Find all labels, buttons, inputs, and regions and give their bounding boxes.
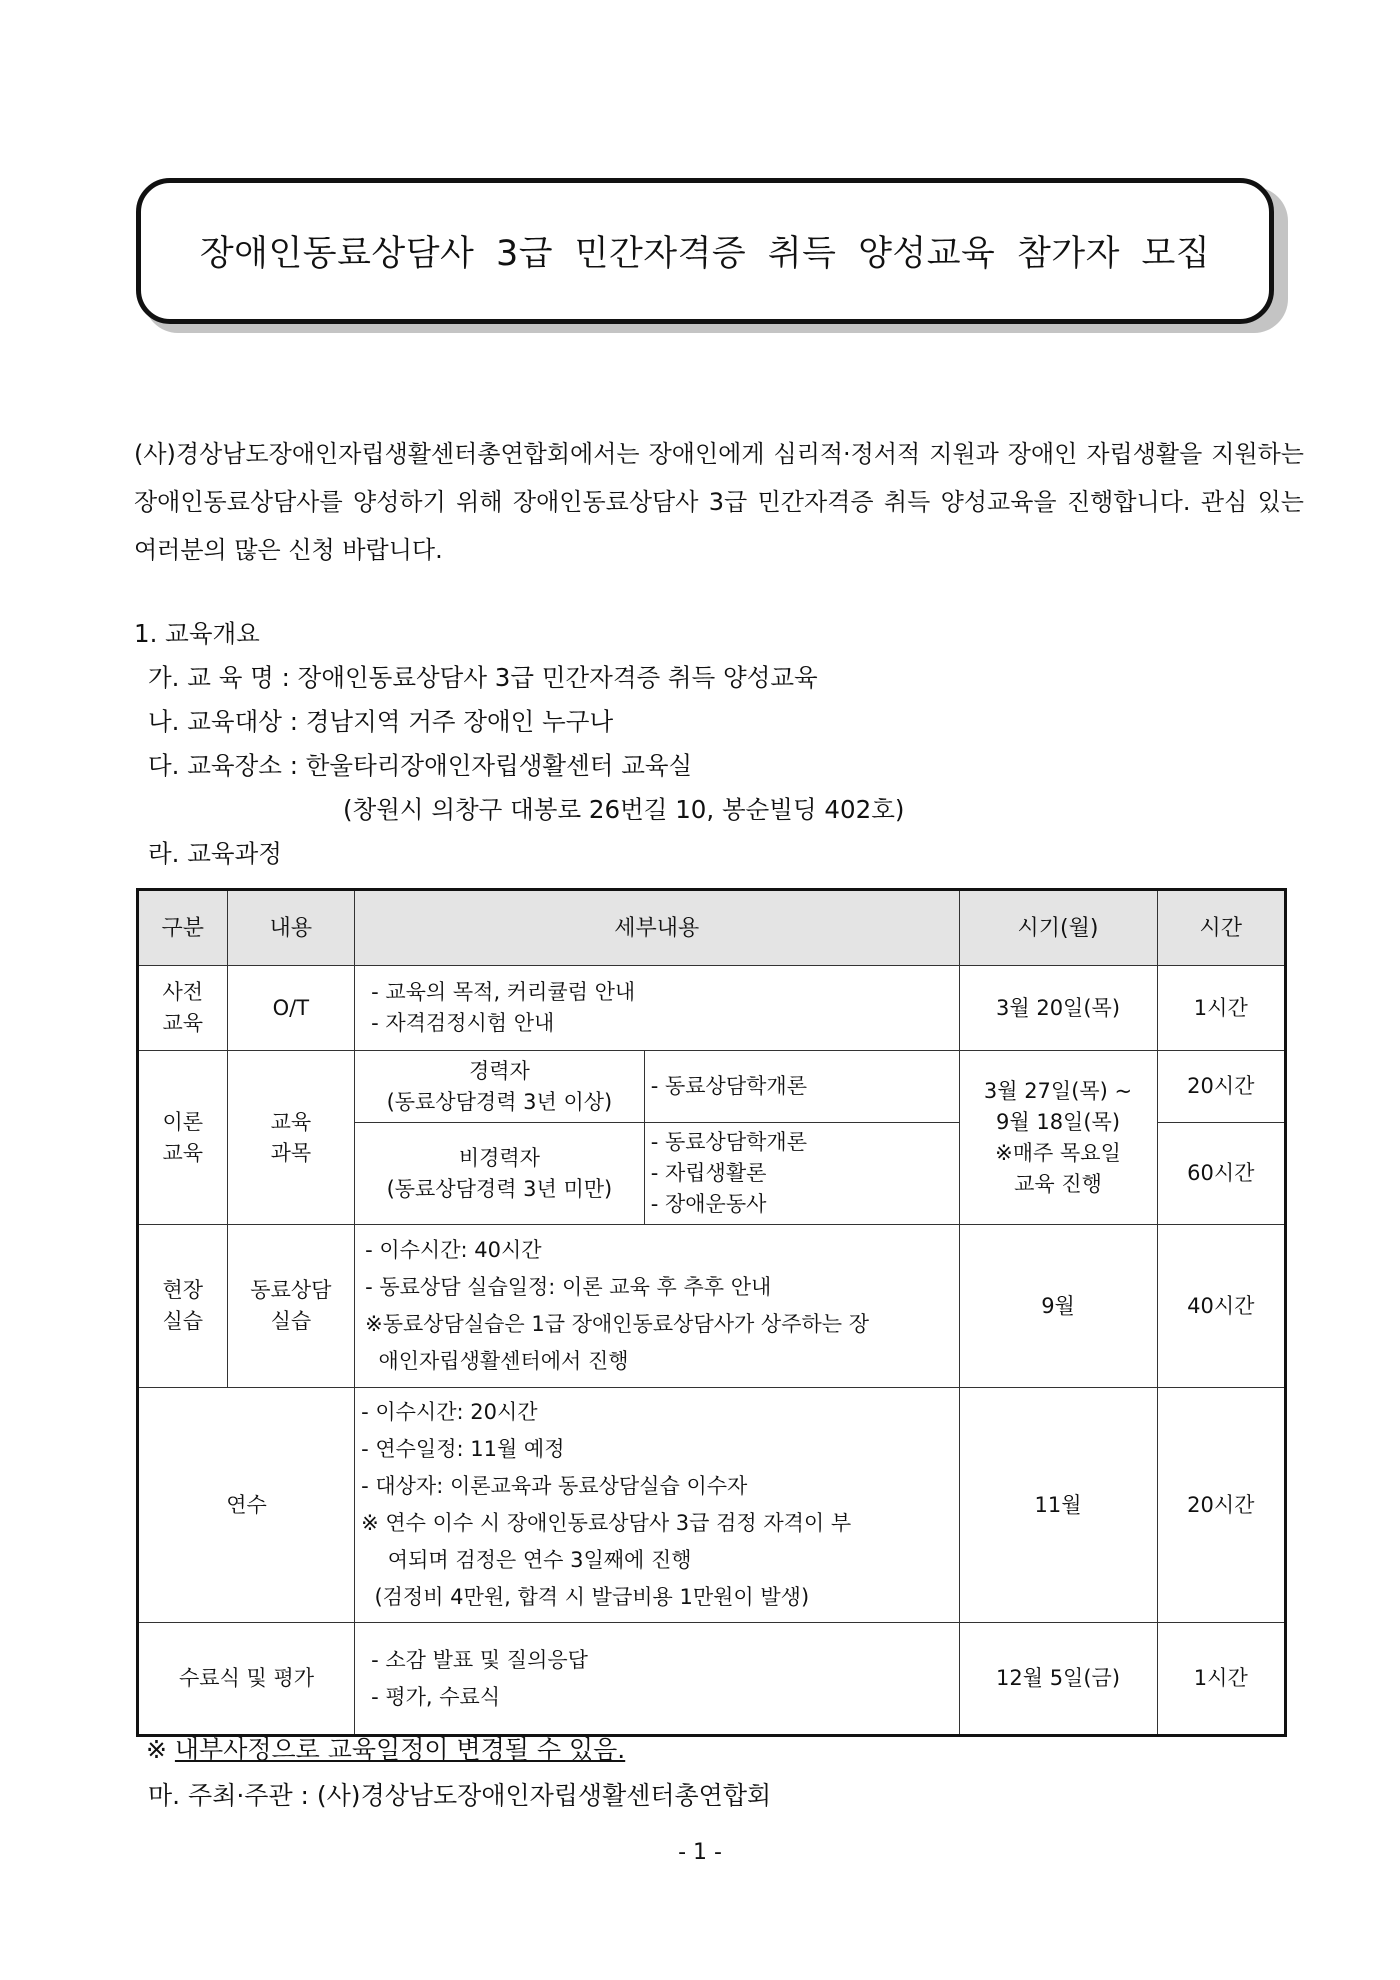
table-row-training <box>138 1388 1286 1623</box>
note-mark: ※ <box>146 1735 167 1764</box>
intro-paragraph: (사)경상남도장애인자립생활센터총연합회에서는 장애인에게 심리적·정서적 지원과 장애인 자립생활을 지원하는 장애인동료상담사를 양성하기 위해 장애인동료상담사 3급 민간자격증 취득 양성교육을 진행합니다. 관심 있는 여러분의 많은 신청 바랍니다. <box>134 440 1304 564</box>
section-heading: 1. 교육개요 <box>134 619 260 648</box>
overview-item-target: 나. 교육대상 : 경남지역 거주 장애인 누구나 <box>148 707 614 736</box>
cell-hours: 20시간 <box>1157 1051 1285 1123</box>
cell-category: 사전 교육 <box>138 966 228 1051</box>
header-period: 시기(월) <box>959 890 1157 966</box>
cell-experienced-subjects: - 동료상담학개론 <box>644 1051 959 1123</box>
title-box <box>136 178 1274 324</box>
header-category: 구분 <box>138 890 228 966</box>
cell-content: O/T <box>227 966 354 1051</box>
cell-hours: 1시간 <box>1157 1623 1285 1736</box>
cell-experienced-label: 경력자 (동료상담경력 3년 이상) <box>355 1051 645 1123</box>
cell-hours: 40시간 <box>1157 1225 1285 1388</box>
cell-details: - 소감 발표 및 질의응답 - 평가, 수료식 <box>355 1623 959 1736</box>
table-header-row <box>138 890 1286 966</box>
table-row-theory-experienced <box>138 1051 1286 1123</box>
cell-details: - 교육의 목적, 커리큘럼 안내 - 자격검정시험 안내 <box>355 966 959 1051</box>
page-number: - 1 - <box>678 1840 722 1865</box>
organizer-line: 마. 주최·주관 : (사)경상남도장애인자립생활센터총연합회 <box>148 1781 772 1810</box>
table-row-practice <box>138 1225 1286 1388</box>
cell-period: 11월 <box>959 1388 1157 1623</box>
cell-hours: 20시간 <box>1157 1388 1285 1623</box>
overview-item-name: 가. 교 육 명 : 장애인동료상담사 3급 민간자격증 취득 양성교육 <box>148 663 818 692</box>
cell-category: 연수 <box>138 1388 355 1623</box>
cell-content: 동료상담 실습 <box>227 1225 354 1388</box>
cell-details: - 이수시간: 20시간 - 연수일정: 11월 예정 - 대상자: 이론교육과 동료상담실습 이수자 ※ 연수 이수 시 장애인동료상담사 3급 검정 자격이 부 여되며 검정은 연수 3일째에 진행 (검정비 4만원, 합격 시 발급비용 1만원이 발생) <box>355 1388 959 1623</box>
cell-nonexperienced-subjects: - 동료상담학개론 - 자립생활론 - 장애운동사 <box>644 1123 959 1225</box>
header-hours: 시간 <box>1157 890 1285 966</box>
cell-period: 3월 20일(목) <box>959 966 1157 1051</box>
note-text: 내부사정으로 교육일정이 변경될 수 있음. <box>174 1735 626 1764</box>
cell-nonexperienced-label: 비경력자 (동료상담경력 3년 미만) <box>355 1123 645 1225</box>
overview-item-location: 다. 교육장소 : 한울타리장애인자립생활센터 교육실 <box>148 751 693 780</box>
cell-hours: 1시간 <box>1157 966 1285 1051</box>
cell-category: 수료식 및 평가 <box>138 1623 355 1736</box>
header-content: 내용 <box>227 890 354 966</box>
course-table <box>136 888 1287 1737</box>
cell-period: 3월 27일(목) ~ 9월 18일(목) ※매주 목요일 교육 진행 <box>959 1051 1157 1225</box>
document-title: 장애인동료상담사 3급 민간자격증 취득 양성교육 참가자 모집 <box>199 234 1211 274</box>
cell-period: 12월 5일(금) <box>959 1623 1157 1736</box>
cell-details: - 이수시간: 40시간 - 동료상담 실습일정: 이론 교육 후 추후 안내 ※동료상담실습은 1급 장애인동료상담사가 상주하는 장 애인자립생활센터에서 진행 <box>355 1225 959 1388</box>
table-row-pre <box>138 966 1286 1051</box>
overview-item-course: 라. 교육과정 <box>148 839 282 868</box>
overview-item-address: (창원시 의창구 대봉로 26번길 10, 봉순빌딩 402호) <box>343 795 905 824</box>
cell-period: 9월 <box>959 1225 1157 1388</box>
cell-category: 이론 교육 <box>138 1051 228 1225</box>
table-row-completion <box>138 1623 1286 1736</box>
header-details: 세부내용 <box>355 890 959 966</box>
schedule-change-note <box>146 1730 625 1766</box>
cell-content: 교육 과목 <box>227 1051 354 1225</box>
cell-hours: 60시간 <box>1157 1123 1285 1225</box>
cell-category: 현장 실습 <box>138 1225 228 1388</box>
